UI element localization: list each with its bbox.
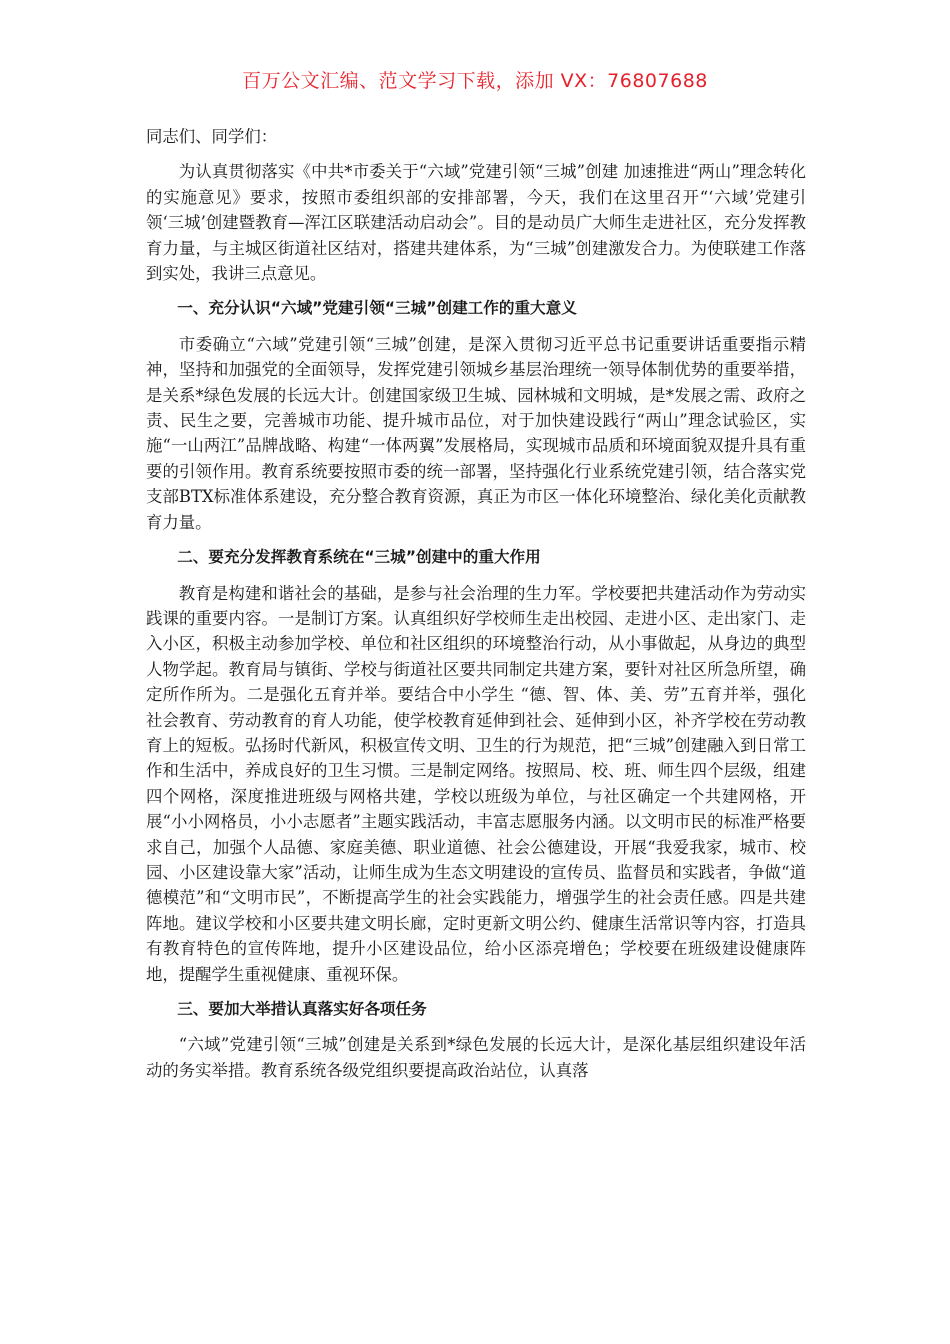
section-2-paragraph: 教育是构建和谐社会的基础，是参与社会治理的生力军。学校要把共建活动作为劳动实践课的重要内容。一是制订方案。认真组织好学校师生走出校园、走进小区、走出家门、走入小区，积极主动参加学校、单位和社区组织的环境整治行动，从小事做起，从身边的典型人物学起。教育局与镇街、学校与街道社区要共同制定共建方案，要针对社区所急所望，确定所作所为。二是强化五育并举。要结合中小学生 “德、智、体、美、劳”五育并举，强化社会教育、劳动教育的育人功能，使学校教育延伸到社会、延伸到小区，补齐学校在劳动教育上的短板。弘扬时代新风，积极宣传文明、卫生的行为规范，把“三城”创建融入到日常工作和生活中，养成良好的卫生习惯。三是制定网络。按照局、校、班、师生四个层级，组建四个网格，深度推进班级与网格共建，学校以班级为单位，与社区确定一个共建网格，开展“小小网格员，小小志愿者”主题实践活动，丰富志愿服务内涵。以文明市民的标准严格要求自己，加强个人品德、家庭美德、职业道德、社会公德建设，开展“我爱我家，城市、校园、小区建设靠大家”活动，让师生成为生态文明建设的宣传员、监督员和实践者，争做“道德模范”和“文明市民”，不断提高学生的社会实践能力，增强学生的社会责任感。四是共建阵地。建议学校和小区要共建文明长廊，定时更新文明公约、健康生活常识等内容，打造具有教育特色的宣传阵地，提升小区建设品位，给小区添亮增色；学校要在班级建设健康阵地，提醒学生重视健康、重视环保。 — [146, 583, 806, 984]
watermark-banner: 百万公文汇编、范文学习下载，添加 VX：76807688 — [242, 70, 708, 92]
section-3-paragraph: “六域”党建引领“三城”创建是关系到*绿色发展的长远大计，是深化基层组织建设年活动的务实举措。教育系统各级党组织要提高政治站位，认真落 — [146, 1035, 806, 1080]
section-2-heading: 二、要充分发挥教育系统在“三城”创建中的重大作用 — [177, 548, 541, 567]
section-1-heading: 一、充分认识“六域”党建引领“三城”创建工作的重大意义 — [177, 299, 577, 318]
intro-paragraph: 为认真贯彻落实《中共*市委关于“六域”党建引领“三城”创建 加速推进“两山”理念转化的实施意见》要求，按照市委组织部的安排部署，今天，我们在这里召开“‘六域’党建引领‘三城’创建暨教育—浑江区联建活动启动会”。目的是动员广大师生走进社区，充分发挥教育力量，与主城区街道社区结对，搭建共建体系，为“三城”创建激发合力。为使联建工作落到实处，我讲三点意见。 — [146, 162, 806, 284]
salutation: 同志们、同学们： — [146, 127, 278, 146]
section-1-paragraph: 市委确立“六域”党建引领“三城”创建，是深入贯彻习近平总书记重要讲话重要指示精神，坚持和加强党的全面领导，发挥党建引领城乡基层治理统一领导体制优势的重要举措，是关系*绿色发展的长远大计。创建国家级卫生城、园林城和文明城，是*发展之需、政府之责、民生之要，完善城市功能、提升城市品位，对于加快建设践行“两山”理念试验区，实施“一山两江”品牌战略、构建“一体两翼”发展格局，实现城市品质和环境面貌双提升具有重要的引领作用。教育系统要按照市委的统一部署，坚持强化行业系统党建引领，结合落实党支部BTX标准体系建设，充分整合教育资源，真正为市区一体化环境整治、绿化美化贡献教育力量。 — [146, 334, 806, 532]
section-3-heading: 三、要加大举措认真落实好各项任务 — [177, 1000, 427, 1018]
document-body — [146, 124, 806, 1093]
